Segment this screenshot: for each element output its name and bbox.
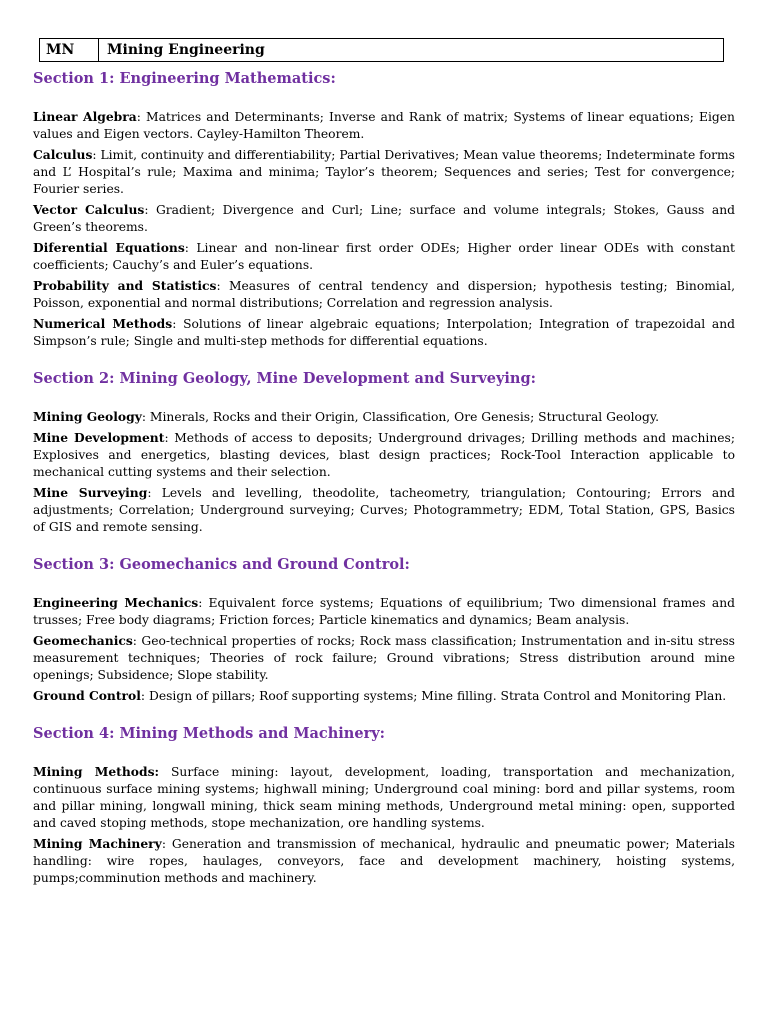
section-1 bbox=[33, 70, 735, 350]
section-title: Section 1: Engineering Mathematics: bbox=[33, 70, 336, 87]
topic-text: : Measures of central tendency and dispersion; hypothesis testing; Binomial, Poisson, exponential and normal distributions; Correlation and regression analysis. bbox=[33, 279, 735, 310]
topic-numerical-methods bbox=[33, 315, 735, 350]
section-title: Section 4: Mining Methods and Machinery: bbox=[33, 725, 385, 742]
topic-term: Calculus bbox=[33, 147, 93, 162]
topic-term: Linear Algebra bbox=[33, 109, 137, 124]
topic-engineering-mechanics bbox=[33, 594, 735, 629]
section-title: Section 2: Mining Geology, Mine Development and Surveying: bbox=[33, 370, 536, 387]
topic-text: : Levels and levelling, theodolite, tacheometry, triangulation; Contouring; Errors and adjustments; Correlation; Underground surveying; Curves; Photogrammetry; EDM, Total Station, GPS, Basics of GIS and remote sensing. bbox=[33, 486, 736, 534]
topic-mine-development bbox=[33, 429, 735, 481]
topic-mining-methods bbox=[33, 763, 735, 832]
topic-calculus bbox=[33, 146, 735, 198]
topic-text: : Solutions of linear algebraic equations; Interpolation; Integration of trapezoidal and Simpson’s rule; Single and multi-step methods for differential equations. bbox=[33, 317, 735, 348]
topic-term: Mine Development bbox=[33, 430, 165, 445]
topic-text: : Geo-technical properties of rocks; Rock mass classification; Instrumentation and in-situ stress measurement techniques; Theories of rock failure; Ground vibrations; Stress distribution around mine openings; Subsidence; Slope stability. bbox=[33, 634, 735, 682]
topic-text: : Equivalent force systems; Equations of equilibrium; Two dimensional frames and trusses; Free body diagrams; Friction forces; Particle kinematics and dynamics; Beam analysis. bbox=[33, 596, 735, 627]
paper-title: Mining Engineering bbox=[107, 42, 265, 58]
section-4 bbox=[33, 725, 735, 887]
topic-mine-surveying bbox=[33, 484, 735, 536]
topic-mining-machinery bbox=[33, 835, 735, 887]
topic-term: Geomechanics bbox=[33, 633, 133, 648]
section-3 bbox=[33, 556, 735, 705]
topic-term: Mining Methods: bbox=[33, 764, 160, 779]
topic-linear-algebra bbox=[33, 108, 735, 143]
topic-term: Numerical Methods bbox=[33, 316, 173, 331]
topic-text: : Methods of access to deposits; Underground drivages; Drilling methods and machines; Explosives and energetics, blasting devices, blast design practices; Rock-Tool Interaction applicable to mechanical cutting systems and their selection. bbox=[33, 431, 735, 479]
topic-text: : Generation and transmission of mechanical, hydraulic and pneumatic power; Materials handling: wire ropes, haulages, conveyors, face and development machinery, hoisting systems, pumps;comminution methods and machinery. bbox=[33, 837, 735, 885]
topic-term: Mining Machinery bbox=[33, 836, 162, 851]
topic-mining-geology bbox=[33, 408, 735, 426]
paper-header-table bbox=[39, 38, 724, 62]
topic-term: Engineering Mechanics bbox=[33, 595, 199, 610]
paper-code: MN bbox=[40, 39, 99, 61]
topic-vector-calculus bbox=[33, 201, 735, 236]
section-2 bbox=[33, 370, 735, 536]
topic-text: Surface mining: layout, development, loading, transportation and mechanization, continuous surface mining systems; highwall mining; Underground coal mining: bord and pillar systems, room and pillar mining, longwall mining, thick seam mining methods, Underground metal mining: open, supported and caved stoping methods, stope mechanization, ore handling systems. bbox=[33, 765, 735, 830]
topic-text: : Design of pillars; Roof supporting systems; Mine filling. Strata Control and Monitoring Plan. bbox=[140, 689, 727, 703]
topic-text: : Gradient; Divergence and Curl; Line; surface and volume integrals; Stokes, Gauss and Green’s theorems. bbox=[33, 203, 735, 234]
topic-geomechanics bbox=[33, 632, 735, 684]
topic-text: : Linear and non-linear first order ODEs; Higher order linear ODEs with constant coefficients; Cauchy’s and Euler’s equations. bbox=[33, 241, 735, 272]
section-title: Section 3: Geomechanics and Ground Control: bbox=[33, 556, 410, 573]
topic-text: : Minerals, Rocks and their Origin, Classification, Ore Genesis; Structural Geology. bbox=[141, 410, 660, 424]
topic-text: : Matrices and Determinants; Inverse and Rank of matrix; Systems of linear equations; Eigen values and Eigen vectors. Cayley-Hamilton Theorem. bbox=[33, 110, 735, 141]
topic-text: : Limit, continuity and differentiability; Partial Derivatives; Mean value theorems; Indeterminate forms and L’ Hospital’s rule; Maxima and minima; Taylor’s theorem; Sequences and series; Test for convergence; Fourier series. bbox=[33, 148, 735, 196]
topic-term: Mine Surveying bbox=[33, 485, 148, 500]
syllabus-page bbox=[33, 38, 735, 890]
topic-term: Vector Calculus bbox=[33, 202, 145, 217]
topic-term: Ground Control bbox=[33, 688, 141, 703]
topic-term: Probability and Statistics bbox=[33, 278, 217, 293]
topic-probability-statistics bbox=[33, 277, 735, 312]
topic-term: Diferential Equations bbox=[33, 240, 185, 255]
topic-ground-control bbox=[33, 687, 735, 705]
topic-term: Mining Geology bbox=[33, 409, 142, 424]
topic-differential-equations bbox=[33, 239, 735, 274]
